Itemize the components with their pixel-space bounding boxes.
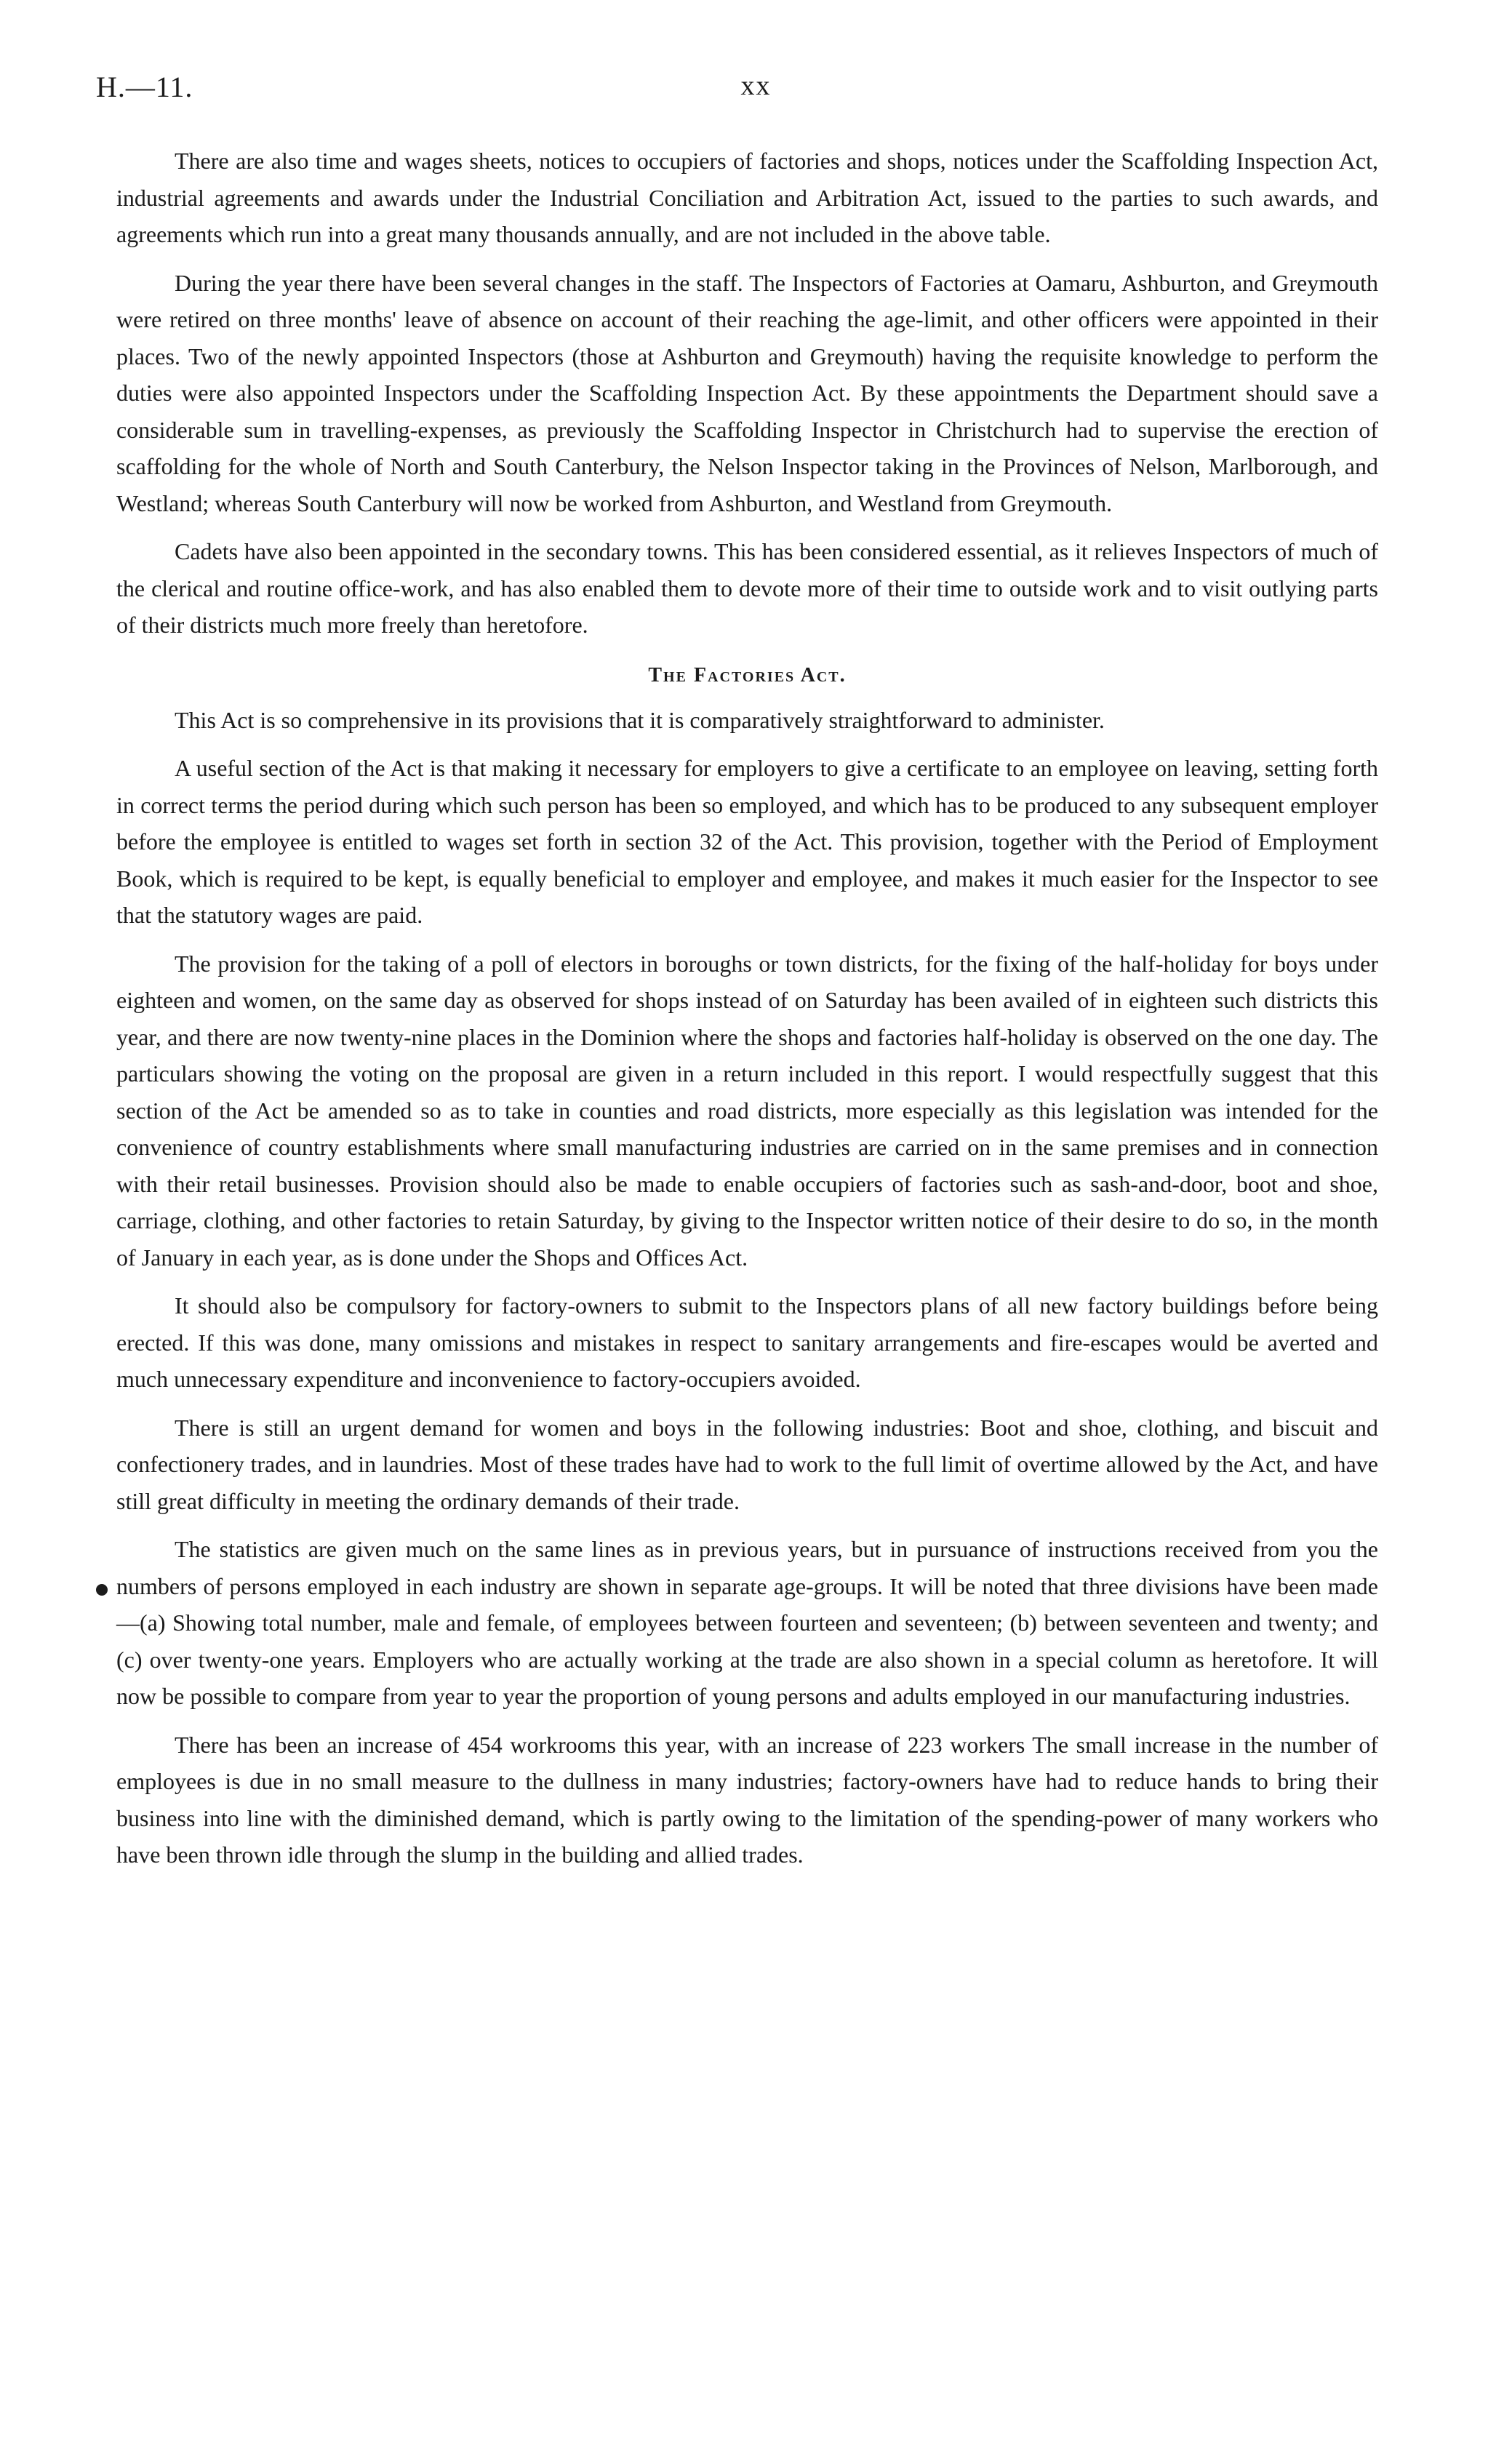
section-heading-factories-act: The Factories Act. (648, 663, 847, 687)
paragraph-act-comprehensive: This Act is so comprehensive in its provisions that it is comparatively straightforward to administer. (175, 706, 1105, 733)
paragraph-workroom-increase: There has been an increase of 454 workrooms this year, with an increase of 223 workers The small increase in the number of employees is due in no small measure to the dullness in many industries; factory-owners have had to reduce hands to bring their business into line with the diminished demand, which is partly owing to the limitation of the spending-power of many workers who have been thrown idle through the slump in the building and allied trades. (116, 1731, 1378, 1868)
running-header (96, 70, 1416, 113)
paragraph-staff-changes: During the year there have been several changes in the staff. The Inspectors of Factories at Oamaru, Ashburton, and Greymouth were retired on three months' leave of absence on account of their reaching the age-limit, and other officers were appointed in their places. Two of the newly appointed Inspectors (those at Ashburton and Greymouth) having the requisite knowledge to perform the duties were also appointed Inspectors under the Scaffolding Inspection Act. By these appointments the Department should save a considerable sum in travelling-expenses, as previously the Scaffolding Inspector in Christchurch had to supervise the erection of scaffolding for the whole of North and South Canterbury, the Nelson Inspector taking in the Provinces of Nelson, Marlborough, and Westland; whereas South Canterbury will now be worked from Ashburton, and Westland from Greymouth. (116, 269, 1378, 516)
paragraph-labour-demand: There is still an urgent demand for women and boys in the following industries: Boot and shoe, clothing, and biscuit and confectionery trades, and in laundries. Most of these trades have had to work to the full limit of overtime allowed by the Act, and have still great difficulty in meeting the ordinary demands of their trade. (116, 1414, 1378, 1514)
paragraph-factory-plans: It should also be compulsory for factory-owners to submit to the Inspectors plans of all new factory buildings before being erected. If this was done, many omissions and mistakes in respect to sanitary arrangements and fire-escapes would be averted and much unnecessary expenditure and inconvenience to factory-occupiers avoided. (116, 1292, 1378, 1392)
margin-dot-mark (96, 1584, 108, 1596)
paragraph-cadets: Cadets have also been appointed in the secondary towns. This has been considered essential, as it relieves Inspectors of much of the clerical and routine office-work, and has also enabled them to devote more of their time to outside work and to visit outlying parts of their districts much more freely than heretofore. (116, 538, 1378, 638)
body-text (116, 143, 1378, 1885)
paragraph-time-and-wages-sheets: There are also time and wages sheets, notices to occupiers of factories and shops, notices under the Scaffolding Inspection Act, industrial agreements and awards under the Industrial Conciliation and Arbitration Act, issued to the parties to such awards, and agreements which run into a great many thousands annually, and are not included in the above table. (116, 148, 1378, 247)
paragraph-statistics: The statistics are given much on the same lines as in previous years, but in pursuance of instructions received from you the numbers of persons employed in each industry are shown in separate age-groups. It will be noted that three divisions have been made—(a) Showing total number, male and female, of employees between fourteen and seventeen; (b) between seventeen and twenty; and (c) over twenty-one years. Employers who are actually working at the trade are also shown in a special column as heretofore. It will now be possible to compare from year to year the proportion of young persons and adults employed in our manufacturing industries. (116, 1536, 1378, 1709)
paragraph-half-holiday-poll: The provision for the taking of a poll of electors in boroughs or town districts, for the fixing of the half-holiday for boys under eighteen and women, on the same day as observed for shops instead of on Saturday has been availed of in eighteen such districts this year, and there are now twenty-nine places in the Dominion where the shops and factories half-holiday is observed on the one day. The particulars showing the voting on the proposal are given in a return included in this report. I would respectfully suggest that this section of the Act be amended so as to take in counties and road districts, more especially as this legislation was intended for the convenience of country establishments where small manufacturing industries are carried on in the same premises and in connection with their retail businesses. Provision should also be made to enable occupiers of factories such as sash-and-door, boot and shoe, carriage, clothing, and other factories to retain Saturday, by giving to the Inspector written notice of their desire to do so, in the month of January in each year, as is done under the Shops and Offices Act. (116, 950, 1378, 1271)
paragraph-employee-certificate: A useful section of the Act is that making it necessary for employers to give a certificate to an employee on leaving, setting forth in correct terms the period during which such person has been so employed, and which has to be produced to any subsequent employer before the employee is entitled to wages set forth in section 32 of the Act. This provision, together with the Period of Employment Book, which is required to be kept, is equally beneficial to employer and employee, and makes it much easier for the Inspector to see that the statutory wages are paid. (116, 755, 1378, 928)
document-reference: H.—11. (96, 71, 193, 103)
page-number: xx (740, 71, 772, 101)
